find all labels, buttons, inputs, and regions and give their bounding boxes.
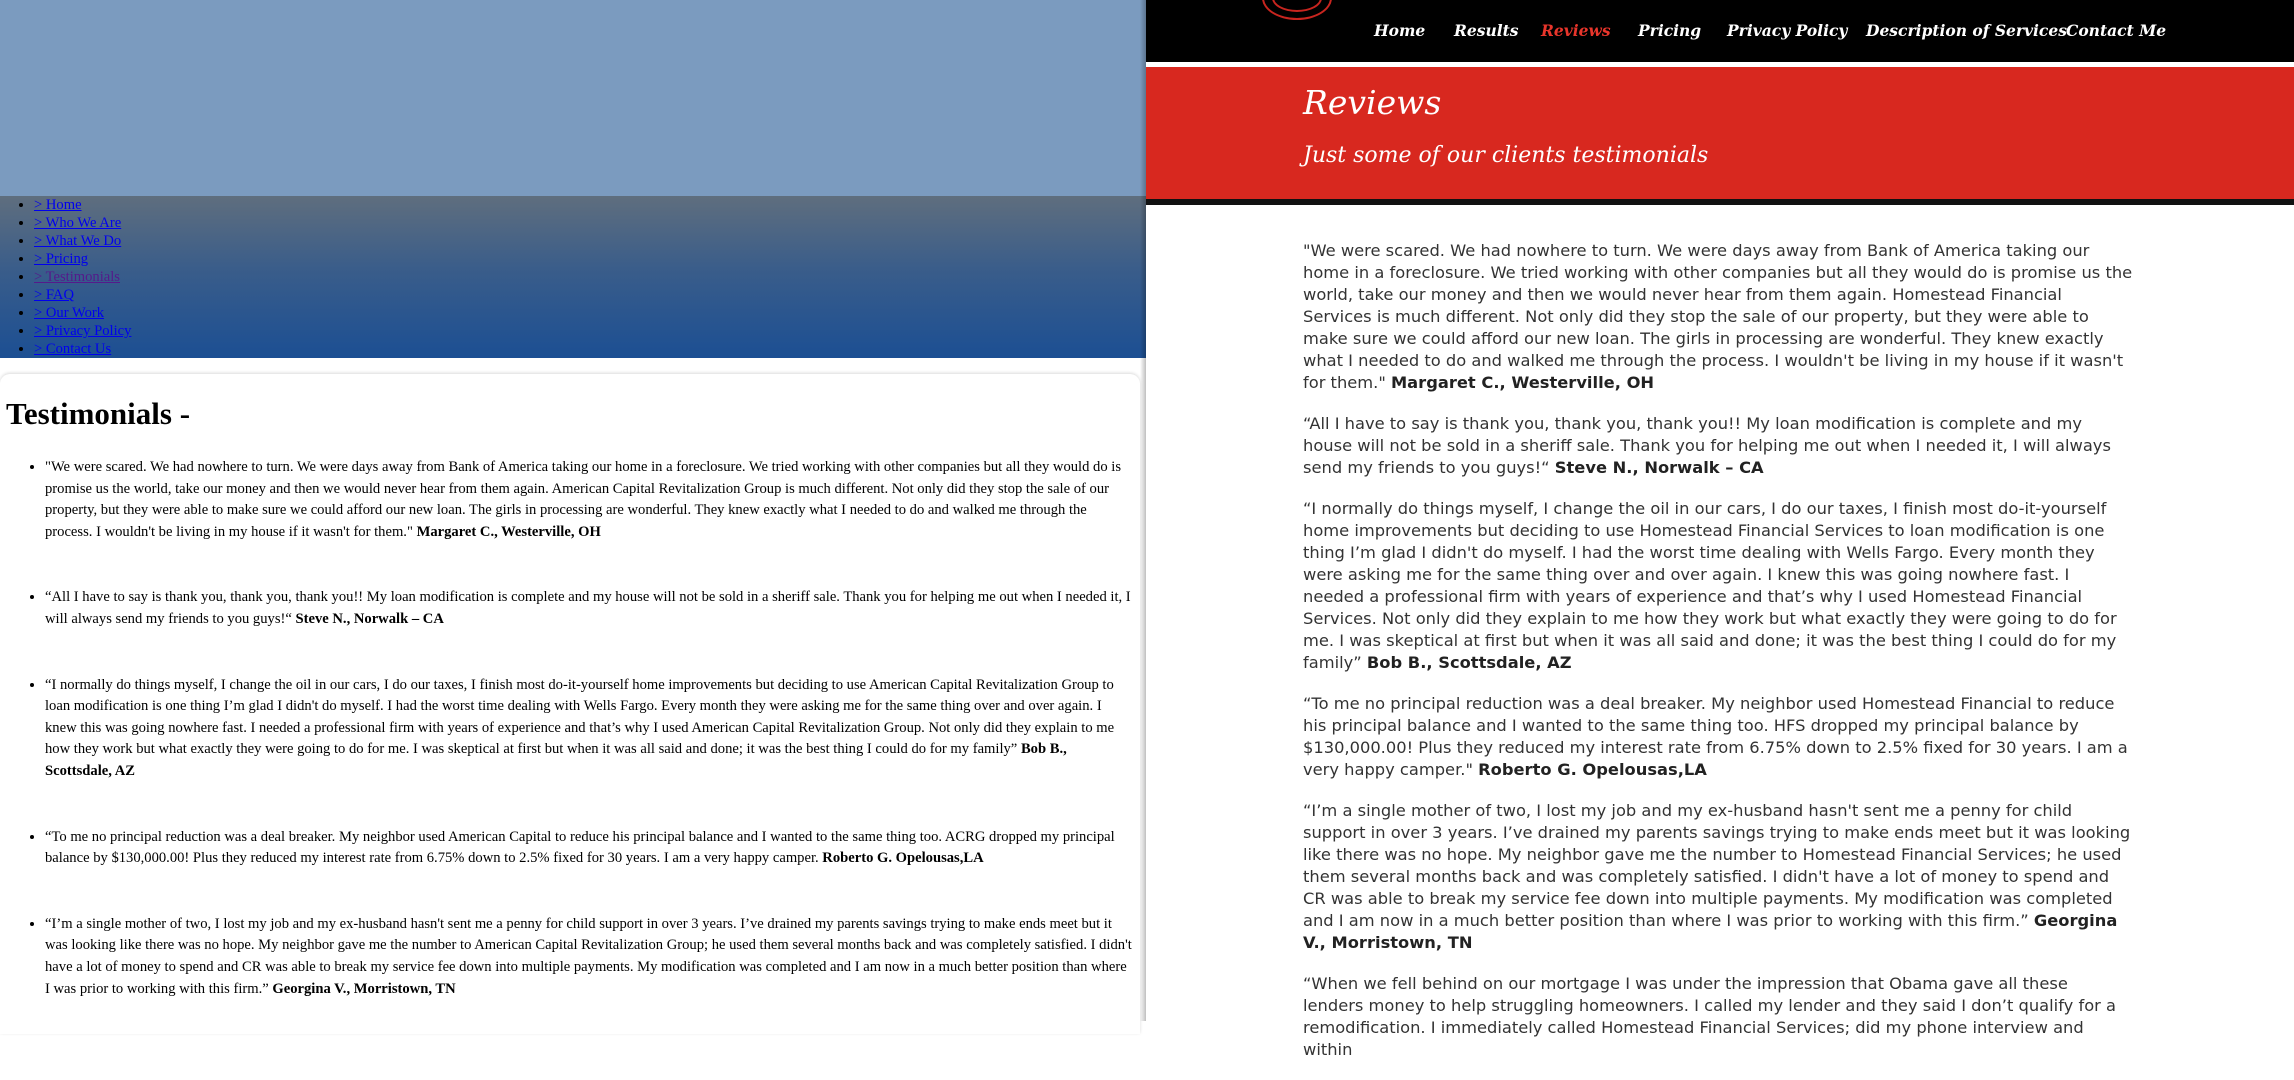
swirl-logo-icon[interactable] — [1262, 0, 1332, 20]
right-testimonial-text: “All I have to say is thank you, thank you, thank you!! My loan modification is complete and my house will not be sold in a sheriff sale. Thank you for helping me out when I needed it, I will always send my friends to you guys!“ — [1303, 414, 2111, 477]
right-testimonial-author: Roberto G. Opelousas,LA — [1478, 760, 1707, 779]
banner-title: Reviews — [1303, 83, 1442, 122]
reviews-banner — [1146, 67, 2294, 199]
nav-description-of-services[interactable]: Description of Services — [1866, 21, 2067, 40]
right-testimonial-author: Margaret C., Westerville, OH — [1390, 373, 1655, 392]
left-nav-link-faq[interactable]: > FAQ — [34, 287, 74, 303]
right-testimonial-text: “To me no principal reduction was a deal breaker. My neighbor used Homestead Financial to reduce his principal balance and I wanted to the same thing too. HFS dropped my principal balance by $130,000.00! Plus they reduced my interest rate from 6.75% down to 2.5% fixed for 30 years. I am a very happy camper." — [1303, 694, 2128, 779]
nav-privacy-policy[interactable]: Privacy Policy — [1727, 21, 1848, 40]
left-nav-item-our-work — [34, 304, 1146, 322]
right-testimonial — [1303, 413, 2133, 479]
left-testimonial-text: “All I have to say is thank you, thank you, thank you!! My loan modification is complete and my house will not be sold in a sheriff sale. Thank you for helping me out when I needed it, I will always send my friends to you guys!“ — [45, 589, 1131, 627]
left-nav-link-home[interactable]: > Home — [34, 197, 82, 213]
left-testimonial-author: Bob B., Scottsdale, AZ — [45, 741, 1067, 779]
nav-pricing[interactable]: Pricing — [1638, 21, 1702, 40]
right-page — [1146, 0, 2294, 1059]
left-testimonial-author: Steve N., Norwalk – CA — [295, 610, 444, 627]
left-nav-link-contact-us[interactable]: > Contact Us — [34, 341, 112, 357]
nav-contact-me[interactable]: Contact Me — [2066, 21, 2167, 40]
left-content-panel — [0, 374, 1140, 1034]
left-testimonial — [45, 914, 1132, 1000]
right-testimonial — [1303, 800, 2133, 954]
left-page — [0, 0, 1146, 1021]
right-header-bar — [1146, 0, 2294, 62]
nav-home[interactable]: Home — [1374, 21, 1426, 40]
left-testimonial-text: “I’m a single mother of two, I lost my job and my ex-husband hasn't sent me a penny for child support in over 3 years. I’ve drained my parents savings trying to make ends meet but it was looking like there was no hope. My neighbor gave me the number to American Capital Revitalization Group; he used them several months back and was completely satisfied. I didn't have a lot of money to spend and CR was able to break my service fee down into multiple payments. My modification was completed and I am now in a much better position than where I was prior to working with this firm.” — [45, 915, 1132, 997]
left-nav-link-pricing[interactable]: > Pricing — [34, 251, 89, 267]
left-nav-item-who-we-are — [34, 214, 1146, 232]
left-testimonial — [45, 457, 1132, 543]
left-hero-banner — [0, 0, 1146, 196]
left-testimonial-author: Margaret C., Westerville, OH — [416, 523, 601, 540]
left-testimonial — [45, 675, 1132, 783]
left-nav-item-privacy-policy — [34, 322, 1146, 340]
right-testimonial-text: “I’m a single mother of two, I lost my job and my ex-husband hasn't sent me a penny for child support in over 3 years. I’ve drained my parents savings trying to make ends meet but it was looking like there was no hope. My neighbor gave me the number to Homestead Financial Services; he used them several months back and was completely satisfied. I didn't have a lot of money to spend and CR was able to break my service fee down into multiple payments. My modification was completed and I am now in a much better position than where I was prior to working with this firm.” — [1303, 801, 2131, 930]
right-testimonial — [1303, 498, 2133, 674]
right-testimonial-author: Steve N., Norwalk – CA — [1554, 458, 1764, 477]
right-testimonial — [1303, 973, 2133, 1061]
right-testimonial-author: Bob B., Scottsdale, AZ — [1366, 653, 1572, 672]
left-nav-item-faq — [34, 286, 1146, 304]
left-testimonial-list — [0, 457, 1132, 1044]
right-nav — [1146, 21, 2294, 45]
left-testimonial — [45, 827, 1132, 870]
left-nav-link-our-work[interactable]: > Our Work — [34, 305, 105, 321]
left-nav-item-pricing — [34, 250, 1146, 268]
nav-results[interactable]: Results — [1454, 21, 1519, 40]
left-nav-item-what-we-do — [34, 232, 1146, 250]
left-nav-link-what-we-do[interactable]: > What We Do — [34, 233, 122, 249]
left-nav-list — [0, 196, 1146, 358]
nav-reviews[interactable]: Reviews — [1541, 21, 1611, 40]
left-testimonial-text: “I normally do things myself, I change the oil in our cars, I do our taxes, I finish most do-it-yourself home improvements but deciding to use American Capital Revitalization Group to loan modification is one thing I’m glad I didn't do myself. I had the worst time dealing with Wells Fargo. Every month they were asking me for the same thing over and over again. I knew this was going nowhere fast. I needed a professional firm with years of experience and that’s why I used American Capital Revitalization Group. Not only did they explain to me how they work but what exactly they were going to do for me. I was skeptical at first but when it was all said and done; it was the best thing I could do for my family” — [45, 676, 1115, 758]
right-testimonial-text: "We were scared. We had nowhere to turn. We were days away from Bank of America taking our home in a foreclosure. We tried working with other companies but all they would do is promise us the world, take our money and then we would never hear from them again. Homestead Financial Services is much different. Not only did they stop the sale of our property, but they were able to make sure we could afford our new loan. The girls in processing are wonderful. They knew exactly what I needed to do and walked me through the process. I wouldn't be living in my house if it wasn't for them." — [1303, 241, 2133, 392]
left-nav-link-testimonials[interactable]: > Testimonials — [34, 269, 120, 285]
left-page-title: Testimonials - — [6, 396, 191, 431]
left-nav-link-who-we-are[interactable]: > Who We Are — [34, 215, 122, 231]
right-testimonials — [1303, 240, 2133, 1080]
left-nav-item-contact-us — [34, 340, 1146, 358]
banner-underline — [1146, 199, 2294, 205]
right-testimonial — [1303, 693, 2133, 781]
left-nav — [0, 196, 1146, 358]
right-testimonial-text: “I normally do things myself, I change the oil in our cars, I do our taxes, I finish most do-it-yourself home improvements but deciding to use Homestead Financial Services to loan modification is one thing I’m glad I didn't do myself. I had the worst time dealing with Wells Fargo. Every month they were asking me for the same thing over and over again. I knew this was going nowhere fast. I needed a professional firm with years of experience and that’s why I used Homestead Financial Services. Not only did they explain to me how they work but what exactly they were going to do for me. I was skeptical at first but when it was all said and done; it was the best thing I could do for my family” — [1303, 499, 2117, 672]
left-testimonial-text: "We were scared. We had nowhere to turn. We were days away from Bank of America taking our home in a foreclosure. We tried working with other companies but all they would do is promise us the world, take our money and then we would never hear from them again. American Capital Revitalization Group is much different. Not only did they stop the sale of our property, but they were able to make sure we could afford our new loan. The girls in processing are wonderful. They knew exactly what I needed to do and walked me through the process. I wouldn't be living in my house if it wasn't for them." — [45, 459, 1122, 540]
left-testimonial-text: “To me no principal reduction was a deal breaker. My neighbor used American Capital to reduce his principal balance and I wanted to the same thing too. ACRG dropped my principal balance by $130,000.00! Plus they reduced my interest rate from 6.75% down to 2.5% fixed for 30 years. I am a very happy camper. — [45, 828, 1115, 867]
left-nav-link-privacy-policy[interactable]: > Privacy Policy — [34, 323, 132, 339]
left-testimonial-author: Georgina V., Morristown, TN — [272, 980, 456, 997]
left-nav-item-testimonials — [34, 268, 1146, 286]
left-nav-item-home — [34, 196, 1146, 214]
left-testimonial — [45, 587, 1132, 630]
left-testimonial-author: Roberto G. Opelousas,LA — [822, 850, 984, 867]
right-testimonial-author: Georgina V., Morristown, TN — [1303, 911, 2118, 952]
right-testimonial-text: “When we fell behind on our mortgage I was under the impression that Obama gave all these lenders money to help struggling homeowners. I called my lender and they said I don’t qualify for a remodification. I immediately called Homestead Financial Services; did my phone interview and within — [1303, 974, 2116, 1059]
right-testimonial — [1303, 240, 2133, 394]
banner-subtitle: Just some of our clients testimonials — [1303, 143, 1709, 168]
